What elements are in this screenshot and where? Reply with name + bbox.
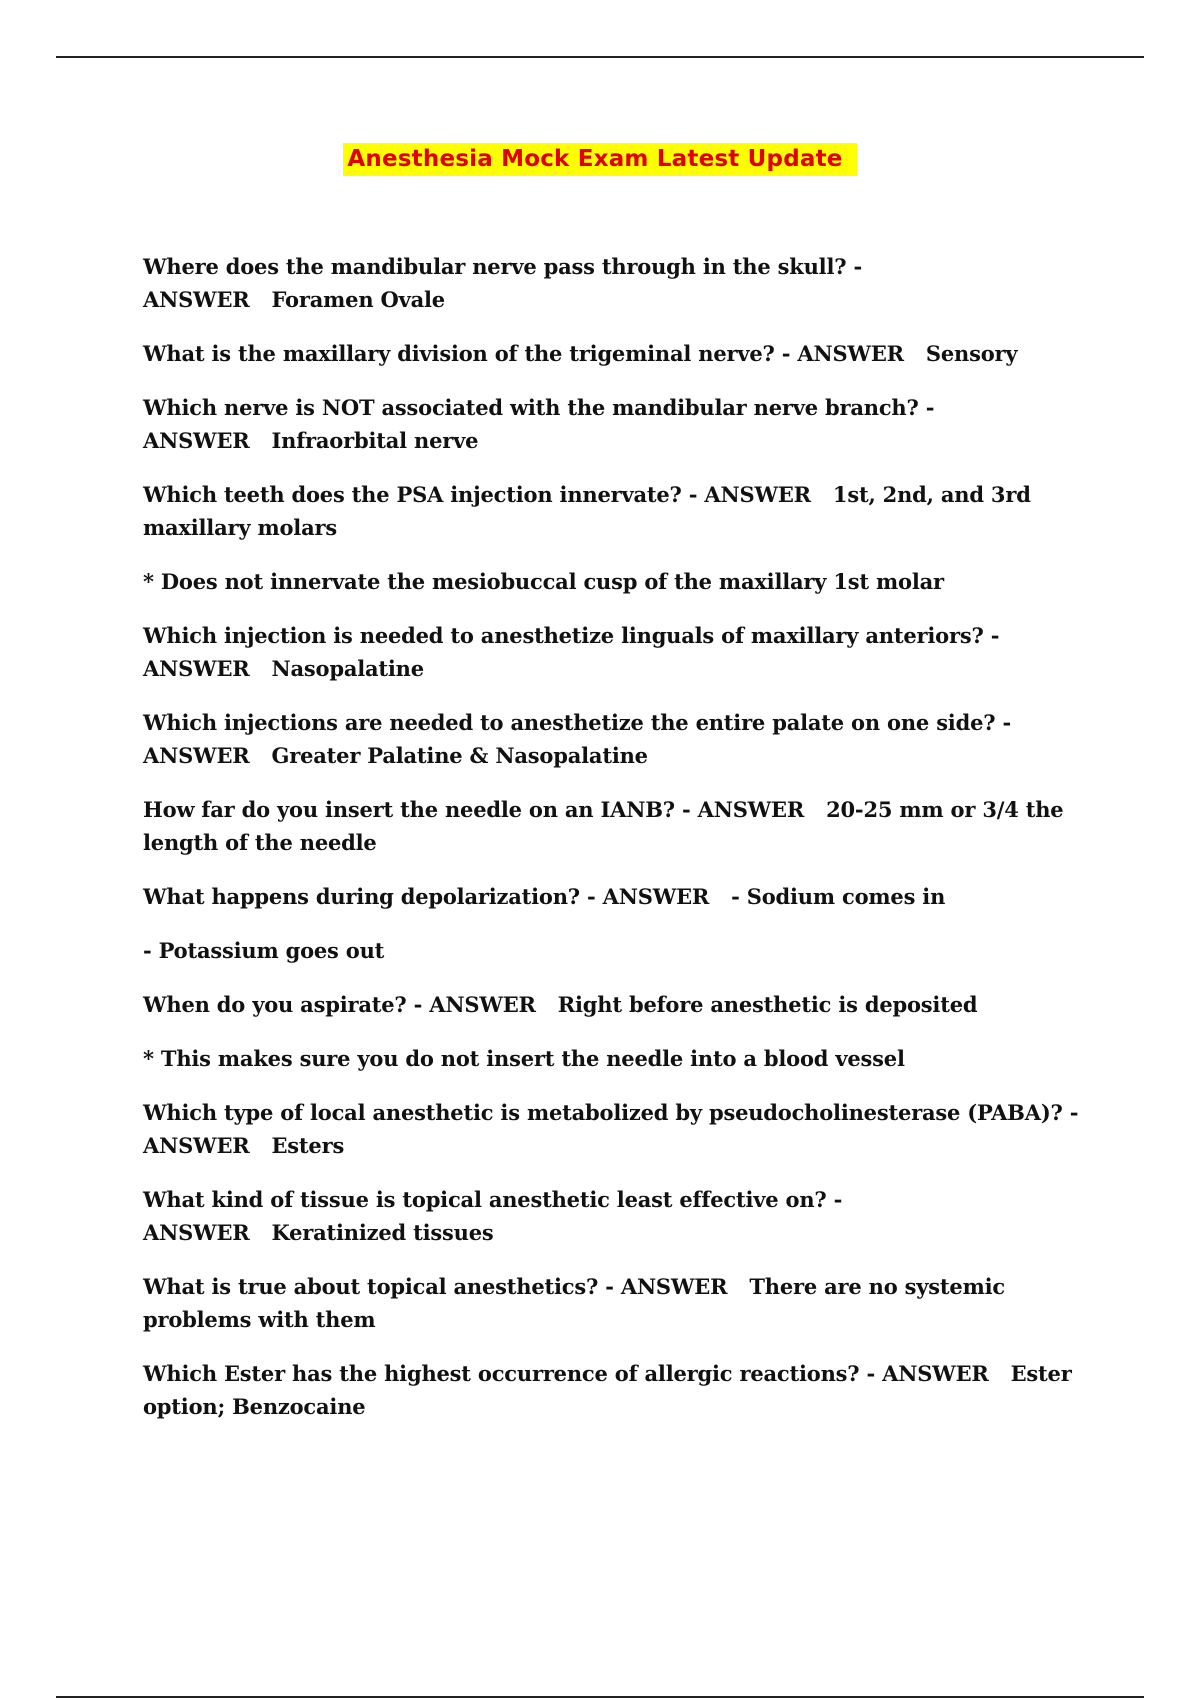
question-text: What happens during depolarization? [143, 884, 580, 909]
qa-item [143, 250, 1093, 316]
title-container [0, 143, 1200, 176]
question-text: When do you aspirate? [143, 992, 407, 1017]
qa-item [143, 619, 1093, 685]
answer-label: - ANSWER [781, 341, 904, 366]
question-text: Where does the mandibular nerve pass through in the skull? [143, 254, 847, 279]
document-title: Anesthesia Mock Exam Latest Update [343, 143, 856, 176]
answer-label: - ANSWER [143, 1100, 1079, 1158]
answer-text: - Sodium comes in [731, 884, 946, 909]
qa-item [143, 1270, 1093, 1336]
question-text: Which Ester has the highest occurrence of allergic reactions? [143, 1361, 860, 1386]
question-text: Which injections are needed to anesthetize the entire palate on one side? [143, 710, 996, 735]
answer-text: Sensory [925, 341, 1018, 366]
question-text: Which teeth does the PSA injection innervate? [143, 482, 682, 507]
answer-text: Nasopalatine [271, 656, 424, 681]
qa-item [143, 337, 1093, 370]
question-text: Which type of local anesthetic is metabolized by pseudocholinesterase (PABA)? [143, 1100, 1063, 1125]
answer-label: - ANSWER [587, 884, 710, 909]
note-item: * Does not innervate the mesiobuccal cusp of the maxillary 1st molar [143, 569, 944, 594]
question-text: Which nerve is NOT associated with the mandibular nerve branch? [143, 395, 919, 420]
note-item: - Potassium goes out [143, 938, 385, 963]
answer-text: Esters [271, 1133, 345, 1158]
qa-item [143, 793, 1093, 859]
qa-item [143, 706, 1093, 772]
qa-item [143, 1096, 1093, 1162]
answer-label: - ANSWER [605, 1274, 728, 1299]
answer-label: - ANSWER [143, 254, 862, 312]
answer-label: - ANSWER [681, 797, 805, 822]
question-text: What is true about topical anesthetics? [143, 1274, 599, 1299]
answer-text: Ester option; Benzocaine [143, 1361, 1072, 1419]
qa-list [143, 250, 1093, 1444]
qa-item [143, 478, 1093, 544]
note-item: * This makes sure you do not insert the needle into a blood vessel [143, 1046, 905, 1071]
question-text: What kind of tissue is topical anesthetic least effective on? [143, 1187, 827, 1212]
answer-text: 1st, 2nd, and 3rd maxillary molars [143, 482, 1031, 540]
answer-label: - ANSWER [688, 482, 811, 507]
qa-item [143, 880, 1093, 913]
answer-text: Right before anesthetic is deposited [557, 992, 978, 1017]
qa-item [143, 1183, 1093, 1249]
question-text: What is the maxillary division of the trigeminal nerve? [143, 341, 775, 366]
answer-text: There are no systemic problems with them [143, 1274, 1005, 1332]
qa-item [143, 1357, 1093, 1423]
answer-text: Infraorbital nerve [271, 428, 479, 453]
answer-label: - ANSWER [143, 395, 935, 453]
answer-label: - ANSWER [143, 623, 1000, 681]
answer-label: - ANSWER [866, 1361, 989, 1386]
answer-text: Foramen Ovale [271, 287, 445, 312]
question-text: Which injection is needed to anesthetize linguals of maxillary anteriors? [143, 623, 984, 648]
qa-item [143, 391, 1093, 457]
qa-item [143, 988, 1093, 1021]
answer-text: 20-25 mm or 3/4 the length of the needle [143, 797, 1064, 855]
answer-text: Greater Palatine & Nasopalatine [271, 743, 648, 768]
answer-label: - ANSWER [143, 710, 1011, 768]
bottom-divider [56, 1696, 1144, 1698]
answer-label: - ANSWER [143, 1187, 843, 1245]
answer-text: Keratinized tissues [271, 1220, 494, 1245]
top-divider [56, 56, 1144, 58]
question-text: How far do you insert the needle on an IANB? [143, 797, 675, 822]
answer-label: - ANSWER [413, 992, 536, 1017]
